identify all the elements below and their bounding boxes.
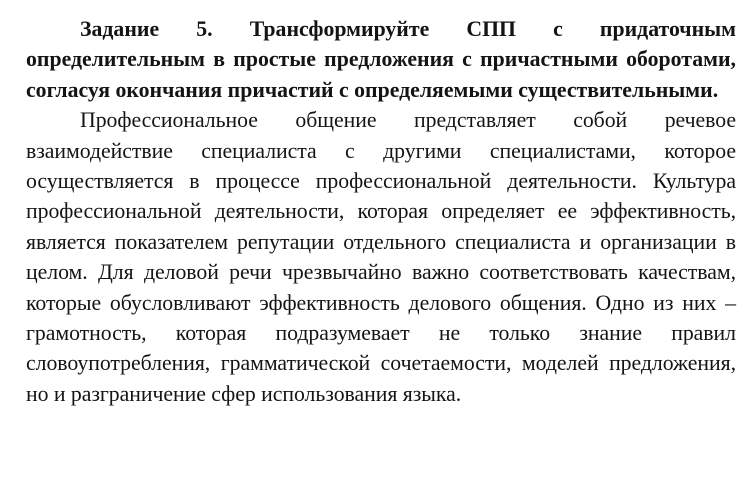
task-instruction: Трансформируйте СПП с придаточным определительным в простые предложения с причастными оборотами, согласуя окончания причастий с определяемыми существительными. — [26, 17, 736, 102]
body-paragraph: Профессиональное общение представляет собой речевое взаимодействие специалиста с другими специалистами, которое осуществляется в процессе профессиональной деятельности. Культура профессиональной деятельности, которая определяет ее эффективность, является показателем репутации отдельного специалиста и организации в целом. Для деловой речи чрезвычайно важно соответствовать качествам, которые обусловливают эффективность делового общения. Одно из них – грамотность, которая подразумевает не только знание правил словоупотребления, грамматической сочетаемости, моделей предложения, но и разграничение сфер использования языка. — [26, 108, 736, 406]
task-label: Задание 5. — [80, 17, 213, 41]
task-heading — [26, 14, 736, 105]
